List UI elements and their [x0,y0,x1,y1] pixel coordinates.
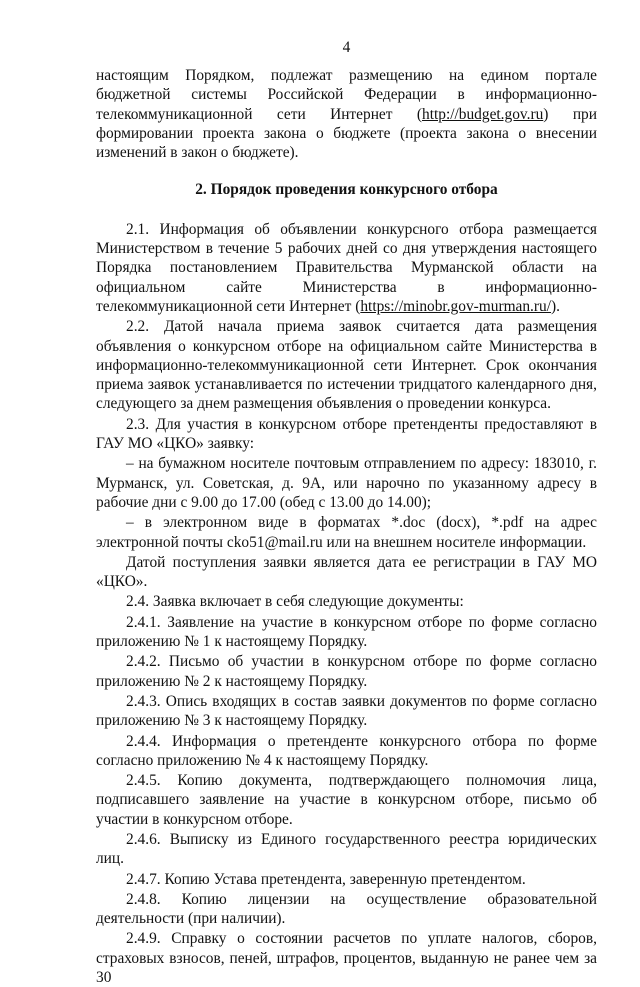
paragraph-2-3-date: Датой поступления заявки является дата ее регистрации в ГАУ МО «ЦКО». [96,553,597,591]
continuation-text-after: ) при формировании проекта закона о бюджете (проекта закона о внесении изменений в закон о бюджете). [96,105,597,162]
paragraph-2-1-text-before: 2.1. Информация об объявлении конкурсного отбора размещается Министерством в течение 5 рабочих дней со дня утверждения настоящего Порядка постановлением Правительства Мурманской области на официальном сайте Министерства в информационно-телекоммуникационной сети Интернет ( [96,220,597,315]
paragraph-2-1 [96,220,597,316]
paragraph-2-3-paper: – на бумажном носителе почтовым отправлением по адресу: 183010, г. Мурманск, ул. Советская, д. 9А, или нарочно по указанному адресу в рабочие дни с 9.00 до 17.00 (обед с 13.00 до 14.00); [96,455,597,511]
ministry-site-link[interactable]: https://minobr.gov-murman.ru/ [360,297,552,315]
section-title: 2. Порядок проведения конкурсного отбора [195,181,498,199]
paragraph-2-4-2: 2.4.2. Письмо об участии в конкурсном отборе по форме согласно приложению № 2 к настоящему Порядку. [96,653,597,690]
paragraph-2-4-8: 2.4.8. Копию лицензии на осуществление образовательной деятельности (при наличии). [96,890,597,928]
paragraph-2-3: 2.3. Для участия в конкурсном отборе претенденты предоставляют в ГАУ МО «ЦКО» заявку: [96,415,597,453]
paragraph-2-4-4: 2.4.4. Информация о претенденте конкурсного отбора по форме согласно приложению № 4 к настоящему Порядку. [96,732,597,769]
paragraph-2-4: 2.4. Заявка включает в себя следующие документы: [126,593,464,611]
paragraph-2-4-7: 2.4.7. Копию Устава претендента, заверенную претендентом. [126,870,526,888]
paragraph-2-4-6: 2.4.6. Выписку из Единого государственного реестра юридических лиц. [96,830,597,868]
continuation-paragraph [96,66,597,162]
page-number: 4 [342,39,351,56]
paragraph-2-4-3: 2.4.3. Опись входящих в состав заявки документов по форме согласно приложению № 3 к настоящему Порядку. [96,692,597,730]
paragraph-2-4-1: 2.4.1. Заявление на участие в конкурсном отборе по форме согласно приложению № 1 к настоящему Порядку. [96,613,597,651]
paragraph-2-3-electronic: – в электронном виде в форматах *.doc (docx), *.pdf на адрес электронной почты cko51@mail.ru или на внешнем носителе информации. [96,514,597,551]
continuation-text-before: настоящим Порядком, подлежат размещению на едином портале бюджетной системы Российской Федерации в информационно-телекоммуникационной сети Интернет ( [96,67,597,123]
document-page [96,38,597,987]
paragraph-2-1-text-after: ). [551,297,560,315]
paragraph-2-2: 2.2. Датой начала приема заявок считается дата размещения объявления о конкурсном отборе на официальном сайте Министерства в информационно-телекоммуникационной сети Интернет. Срок окончания приема заявок устанавливается по истечении тридцатого календарного дня, следующего за днем размещения объявления о проведении конкурса. [96,318,597,413]
paragraph-2-4-5: 2.4.5. Копию документа, подтверждающего полномочия лица, подписавшего заявление на участие в конкурсном отборе, письмо об участии в конкурсном отборе. [96,772,597,828]
paragraph-2-4-9: 2.4.9. Справку о состоянии расчетов по уплате налогов, сборов, страховых взносов, пеней, штрафов, процентов, выданную не ранее чем за 30 [96,930,597,987]
budget-portal-link[interactable]: http://budget.gov.ru [422,105,544,123]
